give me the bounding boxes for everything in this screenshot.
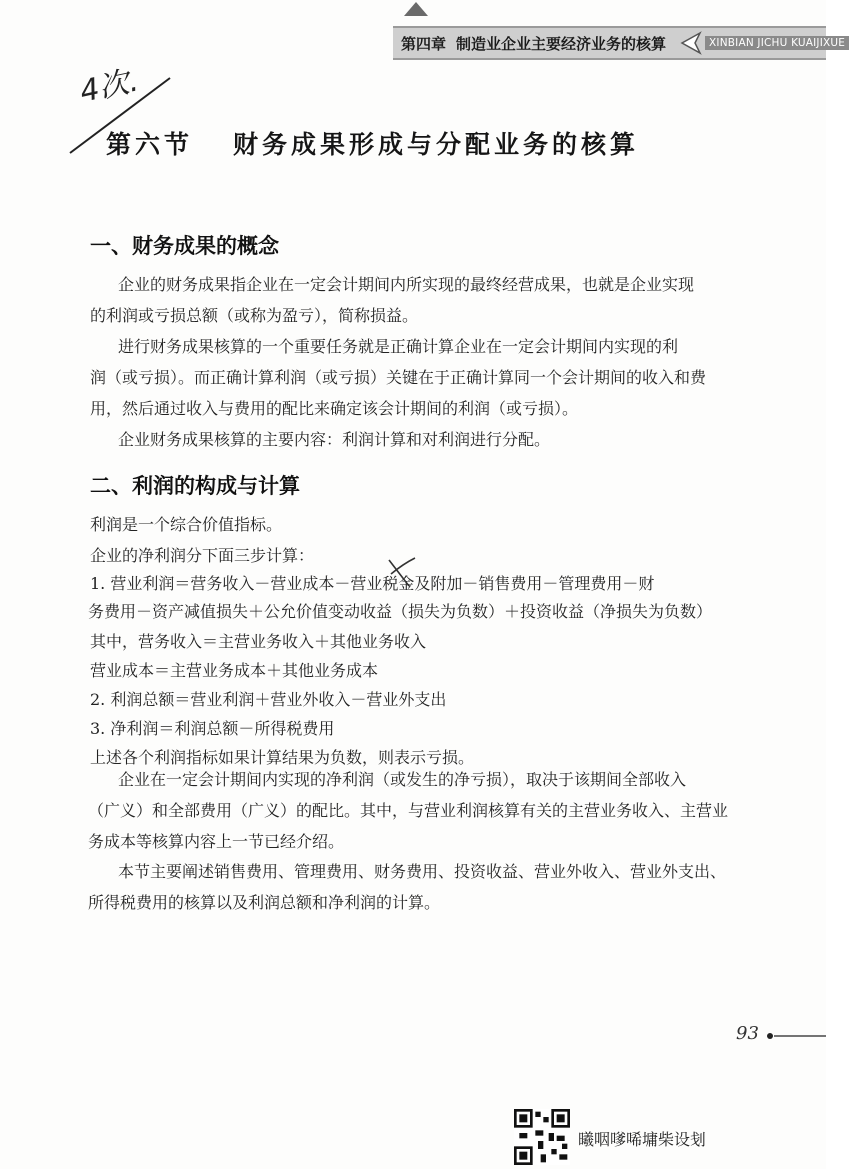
section-name: 财务成果形成与分配业务的核算: [233, 130, 640, 159]
chapter-header: [393, 26, 846, 60]
arrow-left-icon: [678, 30, 704, 56]
chapter-number: 第四章: [401, 35, 447, 53]
formula-line: 其中，营务收入＝主营业务收入＋其他业务收入: [90, 632, 427, 651]
section-number: 第六节: [106, 130, 194, 159]
book-subtitle: XINBIAN JICHU KUAIJIXUE: [705, 36, 849, 50]
watermark-text: 曦咽嗲唏墉柴设刬: [578, 1130, 707, 1149]
paragraph-line: 本节主要阐述销售费用、管理费用、财务费用、投资收益、营业外收入、营业外支出、: [118, 862, 727, 881]
heading-part2: 二、利润的构成与计算: [90, 474, 300, 498]
page-number: 93: [736, 1023, 759, 1044]
heading-part1: 一、财务成果的概念: [90, 234, 279, 258]
paragraph-line: 企业的净利润分下面三步计算：: [90, 546, 315, 565]
pen-mark: [385, 554, 425, 592]
paragraph-line: 企业的财务成果指企业在一定会计期间内所实现的最终经营成果，也就是企业实现: [118, 275, 695, 294]
header-triangle-icon: [404, 2, 428, 16]
paragraph-line: 的利润或亏损总额（或称为盈亏），简称损益。: [90, 306, 419, 325]
handwritten-text: 4次.: [76, 63, 142, 110]
chapter-label: [401, 33, 676, 54]
formula-line: 务费用－资产减值损失＋公允价值变动收益（损失为负数）＋投资收益（净损失为负数）: [88, 602, 713, 621]
chapter-title: 制造业企业主要经济业务的核算: [456, 35, 667, 53]
qr-code-icon: [514, 1109, 570, 1165]
formula-line: 2. 利润总额＝营业利润＋营业外收入－营业外支出: [90, 690, 447, 709]
paragraph-line: 利润是一个综合价值指标。: [90, 515, 283, 534]
formula-line: 3. 净利润＝利润总额－所得税费用: [90, 719, 335, 738]
page-number-rule: [766, 1033, 826, 1039]
paragraph-line: （广义）和全部费用（广义）的配比。其中，与营业利润核算有关的主营业务收入、主营业: [88, 801, 729, 820]
paragraph-line: 用，然后通过收入与费用的配比来确定该会计期间的利润（或亏损）。: [90, 399, 579, 418]
paragraph-line: 进行财务成果核算的一个重要任务就是正确计算企业在一定会计期间内实现的利: [118, 337, 679, 356]
section-title: [106, 125, 639, 161]
formula-line: 1. 营业利润＝营务收入－营业成本－营业税金及附加－销售费用－管理费用－财: [90, 574, 655, 593]
paragraph-line: 企业在一定会计期间内实现的净利润（或发生的净亏损），取决于该期间全部收入: [118, 770, 687, 789]
paragraph-line: 上述各个利润指标如果计算结果为负数，则表示亏损。: [90, 748, 475, 767]
formula-line: 营业成本＝主营业务成本＋其他业务成本: [90, 661, 379, 680]
paragraph-line: 务成本等核算内容上一节已经介绍。: [88, 832, 345, 851]
paragraph-line: 企业财务成果核算的主要内容：利润计算和对利润进行分配。: [118, 430, 551, 449]
paragraph-line: 所得税费用的核算以及利润总额和净利润的计算。: [88, 893, 441, 912]
paragraph-line: 润（或亏损）。而正确计算利润（或亏损）关键在于正确计算同一个会计期间的收入和费: [90, 368, 707, 387]
